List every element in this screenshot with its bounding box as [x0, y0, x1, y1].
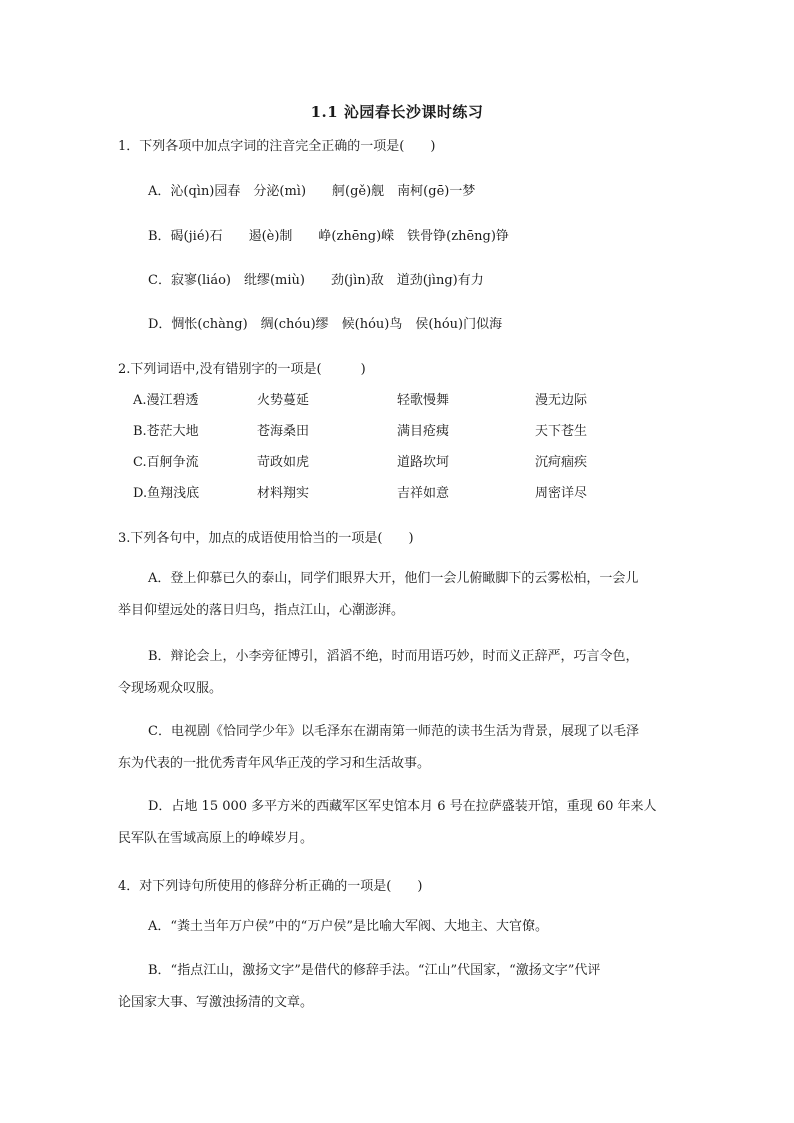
option-line: B．“指点江山，激扬文字”是借代的修辞手法。“江山”代国家，“激扬文字”代评: [148, 963, 601, 978]
question-4-option-a: [118, 911, 678, 943]
question-4-stem: 4．对下列诗句所使用的修辞分析正确的一项是( ): [118, 879, 423, 894]
question-1-option-c: C．寂寥(liáo) 纰缪(miù) 劲(jìn)敌 道劲(jìng)有力: [148, 273, 484, 288]
word-cell: B.苍茫大地: [133, 424, 199, 439]
word-cell: D.鱼翔浅底: [133, 486, 200, 501]
option-line: 举目仰望远处的落日归鸟，指点江山，心潮澎湃。: [118, 603, 405, 618]
word-cell: 火势蔓延: [257, 393, 310, 408]
question-3-option-a: [118, 563, 678, 627]
word-cell: 苛政如虎: [257, 455, 310, 470]
option-line: 令现场观众叹服。: [118, 681, 223, 696]
word-cell: 道路坎坷: [397, 455, 450, 470]
question-1-option-d: D．惆怅(chàng) 绸(chóu)缪 候(hóu)鸟 侯(hóu)门似海: [148, 317, 503, 332]
word-cell: 漫无边际: [535, 393, 588, 408]
word-cell: 吉祥如意: [397, 486, 450, 501]
word-cell: C.百舸争流: [133, 455, 199, 470]
option-line: B．辩论会上，小李旁征博引，滔滔不绝，时而用语巧妙，时而义正辞严，巧言令色，: [148, 649, 639, 664]
option-line: 东为代表的一批优秀青年风华正茂的学习和生活故事。: [118, 756, 431, 771]
question-1-option-b: B．碣(jié)石 遏(è)制 峥(zhēng)嵘 铁骨铮(zhēng)铮: [148, 229, 509, 244]
document-title: 1.1 沁园春长沙课时练习: [310, 103, 484, 121]
option-line: C．电视剧《恰同学少年》以毛泽东在湖南第一师范的读书生活为背景，展现了以毛泽: [148, 724, 639, 739]
question-2-stem: 2.下列词语中,没有错别字的一项是( ): [118, 362, 366, 377]
word-cell: 天下苍生: [535, 424, 588, 439]
question-3-stem: 3.下列各句中，加点的成语使用恰当的一项是( ): [118, 531, 414, 546]
word-cell: 满目疮痍: [397, 424, 450, 439]
question-1-option-a: A．沁(qìn)园春 分泌(mì) 舸(gě)舰 南柯(gē)一梦: [148, 184, 476, 199]
word-cell: 周密详尽: [535, 486, 588, 501]
word-cell: 沉疴痼疾: [535, 455, 588, 470]
question-1-stem: 1．下列各项中加点字词的注音完全正确的一项是( ): [118, 139, 436, 154]
option-line: 民军队在雪域高原上的峥嵘岁月。: [118, 831, 314, 846]
question-3-option-c: [118, 716, 678, 780]
word-cell: A.漫江碧透: [133, 393, 199, 408]
question-3-option-b: [118, 641, 678, 705]
option-line: A．“粪土当年万户侯”中的“万户侯”是比喻大军阀、大地主、大官僚。: [148, 919, 548, 934]
option-line: D．占地 15 000 多平方米的西藏军区军史馆本月 6 号在拉萨盛装开馆，重现 60 年来人: [148, 799, 657, 814]
question-4-option-b: [118, 955, 678, 1019]
word-cell: 材料翔实: [257, 486, 310, 501]
option-line: A．登上仰慕已久的泰山，同学们眼界大开，他们一会儿俯瞰脚下的云雾松柏，一会儿: [148, 571, 639, 586]
word-cell: 轻歌慢舞: [397, 393, 450, 408]
word-cell: 苍海桑田: [257, 424, 310, 439]
option-line: 论国家大事、写激浊扬清的文章。: [118, 995, 314, 1010]
question-3-option-d: [118, 791, 678, 855]
